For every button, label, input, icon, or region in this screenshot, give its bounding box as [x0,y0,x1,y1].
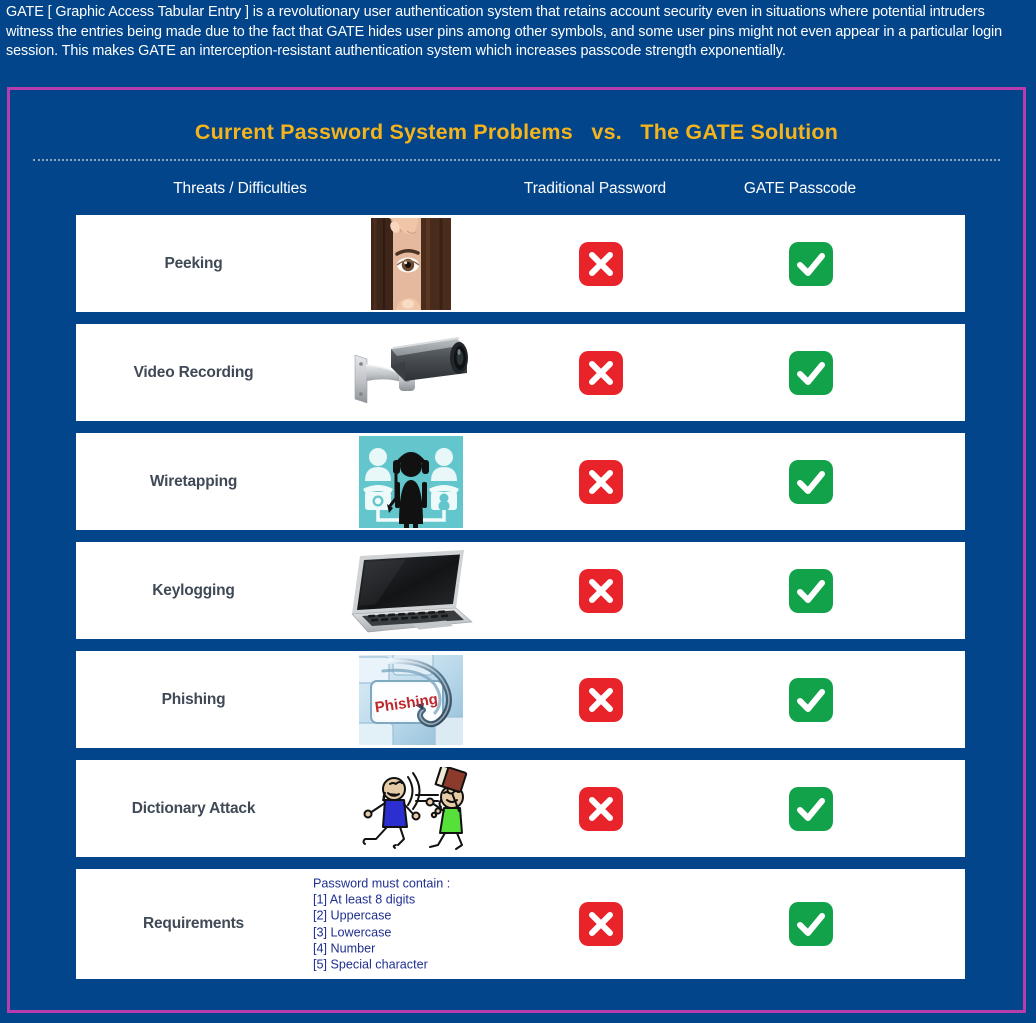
peeking-through-door-photo [311,215,511,312]
row-label-video-recording: Video Recording [133,363,254,381]
table-row [76,215,965,312]
requirements-item: [3] Lowercase [313,925,392,939]
row-label-requirements: Requirements [143,915,244,932]
table-row [76,869,965,979]
traditional-password-mark [516,324,686,421]
requirements-item: [4] Number [313,941,376,956]
traditional-password-mark [516,215,686,312]
red-cross-icon [579,787,623,831]
wiretapping-illustration [311,433,511,530]
gate-passcode-mark [726,542,896,639]
red-cross-icon [579,460,623,504]
gate-passcode-mark [726,869,896,979]
column-header-traditional-password: Traditional Password [523,180,667,197]
phishing-caption: Phishing [373,690,439,716]
red-cross-icon [579,242,623,286]
requirements-item: [1] At least 8 digits [313,892,416,907]
green-check-icon [789,902,833,946]
gate-passcode-mark [726,215,896,312]
row-label-peeking: Peeking [164,254,223,272]
phishing-hook-keyboard-photo [311,651,511,748]
requirements-item: [5] Special character [313,957,428,972]
column-header-gate-passcode: GATE Passcode [743,180,857,197]
requirements-heading: Password must contain : [313,876,451,891]
table-row [76,542,965,639]
laptop-photo [311,542,511,639]
traditional-password-mark [516,433,686,530]
page-title: Current Password System Problems vs. The GATE Solution [194,120,839,144]
traditional-password-mark [516,760,686,857]
gate-passcode-mark [726,433,896,530]
intro-paragraph: GATE [ Graphic Access Tabular Entry ] is a revolutionary user authentication system that retains account security even in situations where potential intruders witness the entries being made due to the fact that GATE hides user pins among other symbols, and some user pins might not even appear in a particular login session. This makes GATE an interception-resistant authentication system which increases passcode strength exponentially. [6,4,1003,59]
gate-passcode-mark [726,651,896,748]
requirements-item: [2] Uppercase [313,908,392,923]
red-cross-icon [579,569,623,613]
comparison-table [76,215,965,991]
red-cross-icon [579,902,623,946]
title-divider [33,159,1000,161]
gate-passcode-mark [726,760,896,857]
row-label-phishing: Phishing [161,690,226,708]
green-check-icon [789,460,833,504]
traditional-password-mark [516,869,686,979]
row-label-wiretapping: Wiretapping [149,472,238,490]
column-headers [10,180,1023,210]
red-cross-icon [579,351,623,395]
traditional-password-mark [516,651,686,748]
green-check-icon [789,351,833,395]
row-label-keylogging: Keylogging [152,581,235,599]
dictionary-attack-cartoon [311,760,511,857]
green-check-icon [789,242,833,286]
green-check-icon [789,569,833,613]
table-row [76,433,965,530]
security-camera-photo [311,324,511,421]
table-row [76,760,965,857]
table-row [76,324,965,421]
column-header-threats: Threats / Difficulties [173,180,307,197]
traditional-password-mark [516,542,686,639]
red-cross-icon [579,678,623,722]
gate-passcode-mark [726,324,896,421]
green-check-icon [789,678,833,722]
table-row [76,651,965,748]
green-check-icon [789,787,833,831]
row-label-dictionary-attack: Dictionary Attack [131,799,256,817]
comparison-panel [7,87,1026,1013]
